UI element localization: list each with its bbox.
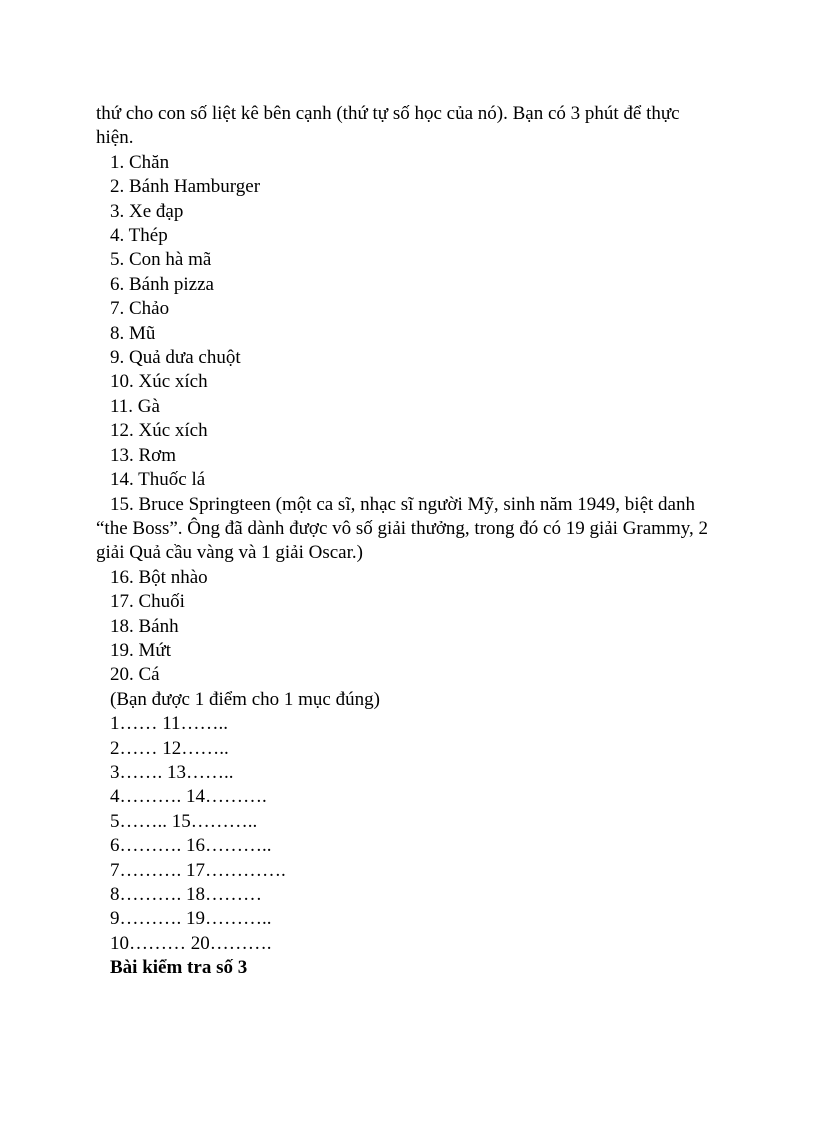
answer-line: 10……… 20………. <box>110 932 272 954</box>
answer-lines <box>96 712 716 956</box>
list-item: 8. Mũ <box>110 322 156 344</box>
answer-line: 7………. 17…………. <box>110 859 286 881</box>
list-item: 2. Bánh Hamburger <box>110 176 261 198</box>
list-item: 9. Quả dưa chuột <box>110 347 241 369</box>
list-item: 4. Thép <box>110 225 168 247</box>
list-item: 10. Xúc xích <box>110 371 208 393</box>
list-item: 3. Xe đạp <box>110 200 184 222</box>
list-item: 18. Bánh <box>110 615 179 637</box>
answer-line: 1…… 11…….. <box>110 713 229 735</box>
answer-line: 5…….. 15……….. <box>110 810 258 832</box>
list-item: 7. Chảo <box>110 298 170 320</box>
list-item: 13. Rơm <box>110 444 176 466</box>
word-list <box>96 151 716 688</box>
list-item: 17. Chuối <box>110 591 185 613</box>
intro-paragraph: thứ cho con số liệt kê bên cạnh (thứ tự số học của nó). Bạn có 3 phút để thực hiện. <box>96 103 680 149</box>
list-item: 19. Mứt <box>110 639 171 661</box>
scoring-note: (Bạn được 1 điểm cho 1 mục đúng) <box>110 688 380 710</box>
answer-line: 9………. 19……….. <box>110 908 272 930</box>
list-item: 14. Thuốc lá <box>110 469 206 491</box>
answer-line: 4………. 14………. <box>110 786 267 808</box>
list-item: 15. Bruce Springteen (một ca sĩ, nhạc sĩ người Mỹ, sinh năm 1949, biệt danh “the Boss”. Ông đã dành được vô số giải thưởng, trong đó có 19 giải Grammy, 2 giải Quả cầu vàng và 1 giải Oscar.) <box>96 493 708 564</box>
list-item: 1. Chăn <box>110 151 170 173</box>
list-item: 11. Gà <box>110 395 160 417</box>
list-item: 5. Con hà mã <box>110 249 212 271</box>
answer-line: 3……. 13…….. <box>110 761 234 783</box>
document-page <box>96 102 716 981</box>
list-item: 16. Bột nhào <box>110 566 208 588</box>
list-item: 12. Xúc xích <box>110 420 208 442</box>
section-heading: Bài kiểm tra số 3 <box>110 957 248 979</box>
list-item: 6. Bánh pizza <box>110 273 214 295</box>
answer-line: 2…… 12…….. <box>110 737 229 759</box>
answer-line: 6………. 16……….. <box>110 835 272 857</box>
list-item: 20. Cá <box>110 664 160 686</box>
answer-line: 8………. 18……… <box>110 884 262 905</box>
